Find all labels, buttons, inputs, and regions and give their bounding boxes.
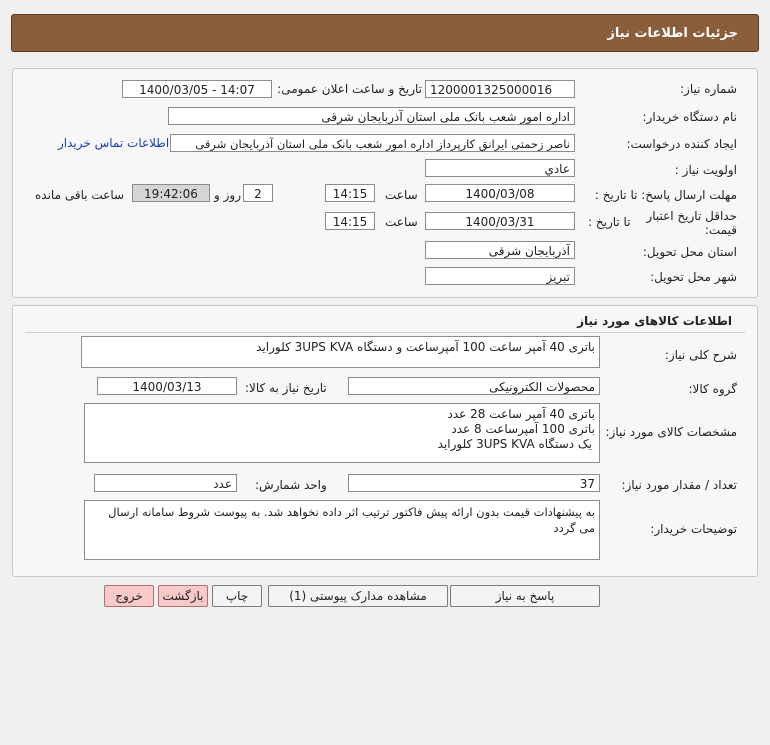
days-label: روز و [214, 188, 241, 202]
notes-field: به پیشنهادات قیمت بدون ارائه پیش فاکتور ترتیب اثر داده نخواهد شد. به پیوست شروط سامانه ارسال می گردد [84, 500, 600, 560]
print-button[interactable]: چاپ [212, 585, 262, 607]
deadline-label: مهلت ارسال پاسخ: تا تاریخ : [594, 188, 737, 202]
validity-date-field: 1400/03/31 [425, 212, 575, 230]
priority-field: عادي [425, 159, 575, 177]
days-remaining-field: 2 [243, 184, 273, 202]
need-date-field: 1400/03/13 [97, 377, 237, 395]
back-button[interactable]: بازگشت [158, 585, 208, 607]
spec-field [84, 403, 600, 463]
page-title: جزئیات اطلاعات نیاز [607, 26, 738, 41]
buyer-label: نام دستگاه خریدار: [642, 110, 737, 124]
unit-field: عدد [94, 474, 237, 492]
request-info-panel [12, 68, 758, 298]
spec-label: مشخصات کالای مورد نیاز: [605, 425, 737, 439]
announce-label: تاریخ و ساعت اعلان عمومی: [277, 82, 422, 96]
exit-button[interactable]: خروج [104, 585, 154, 607]
announce-field: 1400/03/05 - 14:07 [122, 80, 272, 98]
validity-time-field: 14:15 [325, 212, 375, 230]
group-label: گروه کالا: [688, 382, 737, 396]
reply-button[interactable]: پاسخ به نیاز [450, 585, 600, 607]
quantity-label: تعداد / مقدار مورد نیاز: [621, 478, 737, 492]
buyer-contact-link[interactable]: اطلاعات تماس خریدار [58, 136, 170, 150]
spec-line-3: یک دستگاه 3UPS KVA کلوراید [437, 437, 592, 451]
buyer-field: اداره امور شعب بانک ملی استان آذربایجان شرقی [168, 107, 575, 125]
remaining-label: ساعت باقی مانده [35, 188, 125, 202]
priority-label: اولویت نیاز : [674, 163, 737, 177]
need-date-label: تاریخ نیاز به کالا: [245, 381, 327, 395]
province-field: آذربایجان شرقی [425, 241, 575, 259]
attachments-button[interactable]: مشاهده مدارک پیوستی (1) [268, 585, 448, 607]
goods-section-title: اطلاعات کالاهای مورد نیاز [577, 314, 732, 328]
creator-label: ایجاد کننده درخواست: [626, 137, 737, 151]
city-field: تبریز [425, 267, 575, 285]
validity-label: حداقل تاریخ اعتبار قیمت: [646, 209, 737, 237]
goods-title-divider [25, 332, 745, 333]
spec-line-2: باتری 100 آمپرساعت 8 عدد [451, 422, 595, 436]
deadline-time-label: ساعت [385, 188, 418, 202]
validity-until-label: تا تاریخ : [588, 215, 631, 229]
summary-field: باتری 40 آمپر ساعت 100 آمپرساعت و دستگاه 3UPS KVA کلوراید [81, 336, 600, 368]
quantity-field: 37 [348, 474, 600, 492]
validity-time-label: ساعت [385, 215, 418, 229]
deadline-date-field: 1400/03/08 [425, 184, 575, 202]
creator-field: ناصر زحمتی ایرانق کارپرداز اداره امور شعب بانک ملی استان آذربایجان شرقی [170, 134, 575, 152]
group-field: محصولات الکترونیکی [348, 377, 600, 395]
page-header [11, 14, 759, 52]
remaining-time-field: 19:42:06 [132, 184, 210, 202]
summary-label: شرح کلی نیاز: [664, 348, 737, 362]
unit-label: واحد شمارش: [255, 478, 327, 492]
province-label: استان محل تحویل: [642, 245, 737, 259]
deadline-time-field: 14:15 [325, 184, 375, 202]
notes-label: توضیحات خریدار: [650, 522, 737, 536]
need-number-label: شماره نیاز: [680, 82, 737, 96]
city-label: شهر محل تحویل: [650, 270, 737, 284]
need-number-field: 1200001325000016 [425, 80, 575, 98]
spec-line-1: باتری 40 آمپر ساعت 28 عدد [447, 407, 595, 421]
